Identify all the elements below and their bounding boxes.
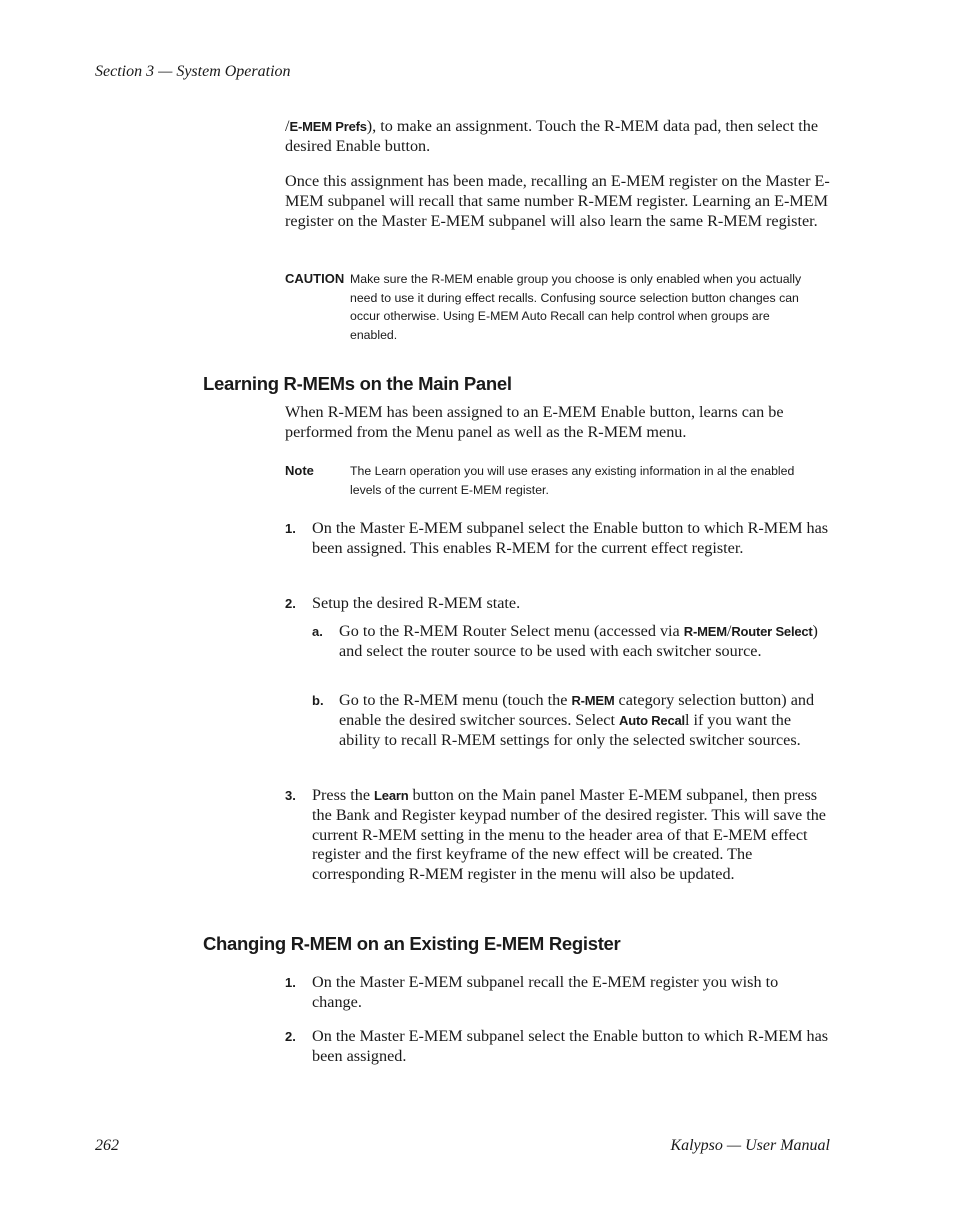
step-number: 1.: [285, 975, 296, 990]
page-number: 262: [95, 1137, 119, 1154]
substep-text: [339, 691, 832, 750]
ui-label-learn: Learn: [374, 788, 409, 803]
learning-substep-b: [312, 691, 832, 771]
substep-text-part: category selection button) and enable the desired switcher sources. Select: [339, 691, 815, 729]
step-text-part: button on the Main panel Master E-MEM subpanel, then press the Bank and Register keypad number of the desired register. This will save the current R-MEM setting in the menu to the header area of that E-MEM effect register and the first keyframe of the new effect will be created. The corresponding R-MEM register in the menu will also be updated.: [312, 786, 826, 884]
heading-changing-rmem: Changing R-MEM on an Existing E-MEM Register: [203, 933, 621, 954]
slash: /: [285, 117, 290, 135]
heading-learning-rmems: Learning R-MEMs on the Main Panel: [203, 373, 512, 394]
substep-text-part: Go to the R-MEM menu (touch the: [339, 691, 572, 709]
ui-label-router-select: Router Select: [731, 624, 813, 639]
step-number: 2.: [285, 596, 296, 611]
step-text: On the Master E-MEM subpanel select the Enable button to which R-MEM has been assigned. This enables R-MEM for the current effect register.: [312, 519, 829, 557]
changing-step-1: [285, 973, 830, 1013]
step-number: 3.: [285, 788, 296, 803]
substep-text: [339, 622, 832, 662]
ui-label-emem-prefs: E-MEM Prefs: [289, 119, 367, 134]
step-text: On the Master E-MEM subpanel select the Enable button to which R-MEM has been assigned.: [312, 1027, 829, 1065]
step-text: [312, 786, 830, 885]
intro-paragraph-2: Once this assignment has been made, recalling an E-MEM register on the Master E-MEM subpanel will recall that same number R-MEM register. Learning an E-MEM register on the Master E-MEM subpanel will also learn the same R-MEM register.: [285, 172, 830, 230]
ui-label-rmem: R-MEM: [683, 624, 727, 639]
step-text: Setup the desired R-MEM state.: [312, 594, 521, 612]
caution-tag: CAUTION: [285, 271, 345, 286]
substep-letter: b.: [312, 693, 324, 708]
step-text-part: Press the: [312, 786, 375, 804]
caution-text: Make sure the R-MEM enable group you choose is only enabled when you actually need to use it during effect recalls. Confusing source selection button changes can occur otherwise. Using E-MEM Auto Recall can help control when groups are enabled.: [350, 272, 802, 342]
intro-paragraph-1-text: ), to make an assignment. Touch the R-MEM data pad, then select the desired Enable button.: [285, 117, 819, 155]
learning-step-3: [285, 786, 830, 906]
substep-letter: a.: [312, 624, 323, 639]
caution-block: [285, 270, 825, 350]
learning-step-2: [285, 594, 830, 614]
learning-substep-a: [312, 622, 832, 682]
substep-text-part: l if you want the ability to recall R-MEM settings for only the selected switcher sources.: [339, 710, 801, 749]
step-number: 1.: [285, 521, 296, 536]
note-tag: Note: [285, 463, 314, 478]
intro-paragraph-1: [285, 117, 830, 157]
substep-text-part: Go to the R-MEM Router Select menu (accessed via: [339, 622, 684, 640]
running-header: Section 3 — System Operation: [95, 63, 291, 80]
note-block: [285, 462, 825, 502]
learning-intro-paragraph: When R-MEM has been assigned to an E-MEM Enable button, learns can be performed from the Menu panel as well as the R-MEM menu.: [285, 403, 784, 441]
running-footer-title: Kalypso — User Manual: [670, 1137, 830, 1154]
substep-text-part: ) and select the router source to be used with each switcher source.: [339, 622, 818, 660]
note-text: The Learn operation you will use erases any existing information in al the enabled levels of the current E-MEM register.: [350, 464, 795, 497]
step-number: 2.: [285, 1029, 296, 1044]
ui-label-rmem: R-MEM: [571, 693, 615, 708]
learning-step-1: [285, 519, 830, 579]
changing-step-2: [285, 1027, 830, 1067]
slash: /: [726, 622, 732, 640]
step-text: On the Master E-MEM subpanel recall the E-MEM register you wish to change.: [312, 973, 779, 1011]
ui-label-auto-recall: Auto Recal: [619, 712, 685, 728]
